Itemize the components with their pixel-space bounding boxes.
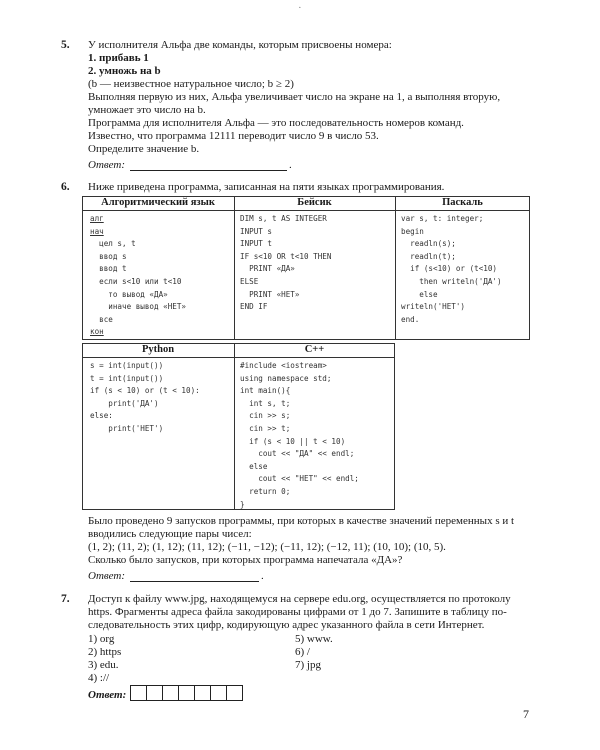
code-line: IF s<10 OR t<10 THEN [240,251,332,261]
q5-command-1: 1. прибавь 1 [88,52,149,64]
q7-option: 4) :// [88,672,110,684]
code-line: readln(t); [401,251,456,261]
code-line: DIM s, t AS INTEGER [240,214,327,223]
q7-answer-cell[interactable] [210,685,227,701]
q5-line: Определите значение b. [88,143,200,155]
code-line: } [240,499,245,509]
q7-line: Доступ к файлу www.jpg, находящемуся на сервере edu.org, осуществляется по протоколу [88,593,511,605]
pascal-code [401,213,502,326]
header-pascal: Паскаль [442,197,483,208]
code-line: цел s, t [90,239,136,249]
code-line: using namespace std; [240,373,332,383]
code-line: if (s < 10 || t < 10) [240,436,346,446]
code-line: print('ДА') [90,398,159,408]
code-line: int s, t; [240,398,291,408]
q7-answer-label: Ответ: [88,689,127,701]
q7-option: 7) jpg [295,659,321,671]
code-line: t = int(input()) [90,373,164,383]
table-divider [82,357,395,358]
q6-after: Было проведено 9 запусков программы, при которых в качестве значений переменных s и t [88,515,515,527]
code-line: все [90,314,113,324]
page-number: 7 [523,707,529,721]
top-mark: · [298,2,302,14]
table-divider [234,196,235,340]
code-line: int main(){ [240,386,291,396]
code-line: return 0; [240,486,291,496]
q6-answer-label: Ответ: [88,570,126,582]
code-line: ELSE [240,276,259,286]
code-line: var s, t: integer; [401,214,484,223]
table-divider [82,210,530,211]
code-line: if (s < 10) or (t < 10): [90,386,200,396]
code-line: ввод s [90,251,127,261]
q6-pairs: (1, 2); (11, 2); (1, 12); (11, 12); (−11, −12); (−11, 12); (−12, 11); (10, 10); (10, 5). [88,541,446,553]
q5-line: умножает это число на b. [88,104,206,116]
q7-option: 5) www. [295,633,333,645]
code-line: else [401,289,438,299]
code-line: s = int(input()) [90,361,164,370]
q7-number: 7. [61,593,70,605]
q6-intro: Ниже приведена программа, записанная на пяти языках программирования. [88,181,445,193]
code-line: INPUT s [240,226,273,236]
code-line: то вывод «ДА» [90,289,168,299]
q5-line: Выполняя первую из них, Альфа увеличивает число на экране на 1, а выполняя вторую, [88,91,501,103]
q5-command-2: 2. умножь на b [88,65,161,77]
code-line: cin >> s; [240,411,291,421]
code-line: else [240,461,268,471]
table-divider [234,343,235,510]
header-python: Python [141,344,175,355]
code-line: readln(s); [401,239,456,249]
q6-number: 6. [61,181,70,193]
code-line: end. [401,314,420,324]
code-line: INPUT t [240,239,273,249]
code-line: кон [90,327,104,337]
q7-answer-cell[interactable] [226,685,243,701]
q7-option: 3) edu. [88,659,119,671]
code-line: writeln('НЕТ') [401,302,466,312]
table-divider [395,196,396,340]
code-line: if (s<10) or (t<10) [401,264,498,274]
code-line: если s<10 или t<10 [90,276,182,286]
q7-answer-cell[interactable] [130,685,147,701]
code-line: #include <iostream> [240,361,327,370]
cpp-code [240,360,359,511]
code-line: cout << "НЕТ" << endl; [240,474,359,484]
code-line: END IF [240,302,268,312]
basic-code [240,213,331,314]
q5-answer-field[interactable] [130,170,287,171]
code-line: else: [90,411,113,421]
algorithmic-code [90,213,186,339]
header-algorithmic: Алгоритмический язык [101,197,215,208]
python-code [90,360,200,436]
code-line: PRINT «ДА» [240,264,295,274]
q6-answer-field[interactable] [130,581,259,582]
q7-answer-cell[interactable] [162,685,179,701]
q7-option: 6) / [295,646,310,658]
code-line: PRINT «НЕТ» [240,289,300,299]
q7-option: 1) org [88,633,115,645]
q7-answer-cell[interactable] [194,685,211,701]
q5-answer-label: Ответ: [88,159,126,171]
q6-answer-tail: . [261,570,264,582]
q7-answer-cell[interactable] [178,685,195,701]
q7-option: 2) https [88,646,122,658]
q5-answer-tail: . [289,159,292,171]
q7-line: https. Фрагменты адреса файла закодированы цифрами от 1 до 7. Запишите в таблицу по- [88,606,507,618]
code-line: cin >> t; [240,423,291,433]
code-line: ввод t [90,264,127,274]
q7-line: следовательность этих цифр, кодирующую адрес указанного файла в сети Интернет. [88,619,485,631]
header-cpp: C++ [304,344,325,355]
q6-after: вводились следующие пары чисел: [88,528,252,540]
q5-number: 5. [61,39,70,51]
q6-question: Сколько было запусков, при которых программа напечатала «ДА»? [88,554,403,566]
q5-line: Известно, что программа 12111 переводит число 9 в число 53. [88,130,379,142]
q5-line: Программа для исполнителя Альфа — это последовательность номеров команд. [88,117,464,129]
q5-line: У исполнителя Альфа две команды, которым присвоены номера: [88,39,392,51]
q7-answer-cell[interactable] [146,685,163,701]
header-basic: Бейсик [297,197,332,208]
q5-line: (b — неизвестное натуральное число; b ≥ 2) [88,78,294,90]
code-line: then writeln('ДА') [401,276,502,286]
code-line: begin [401,226,424,236]
code-line: print('НЕТ') [90,423,164,433]
code-line: нач [90,226,104,236]
code-line: иначе вывод «НЕТ» [90,302,187,312]
code-line: cout << "ДА" << endl; [240,449,355,459]
code-line: алг [90,214,104,223]
